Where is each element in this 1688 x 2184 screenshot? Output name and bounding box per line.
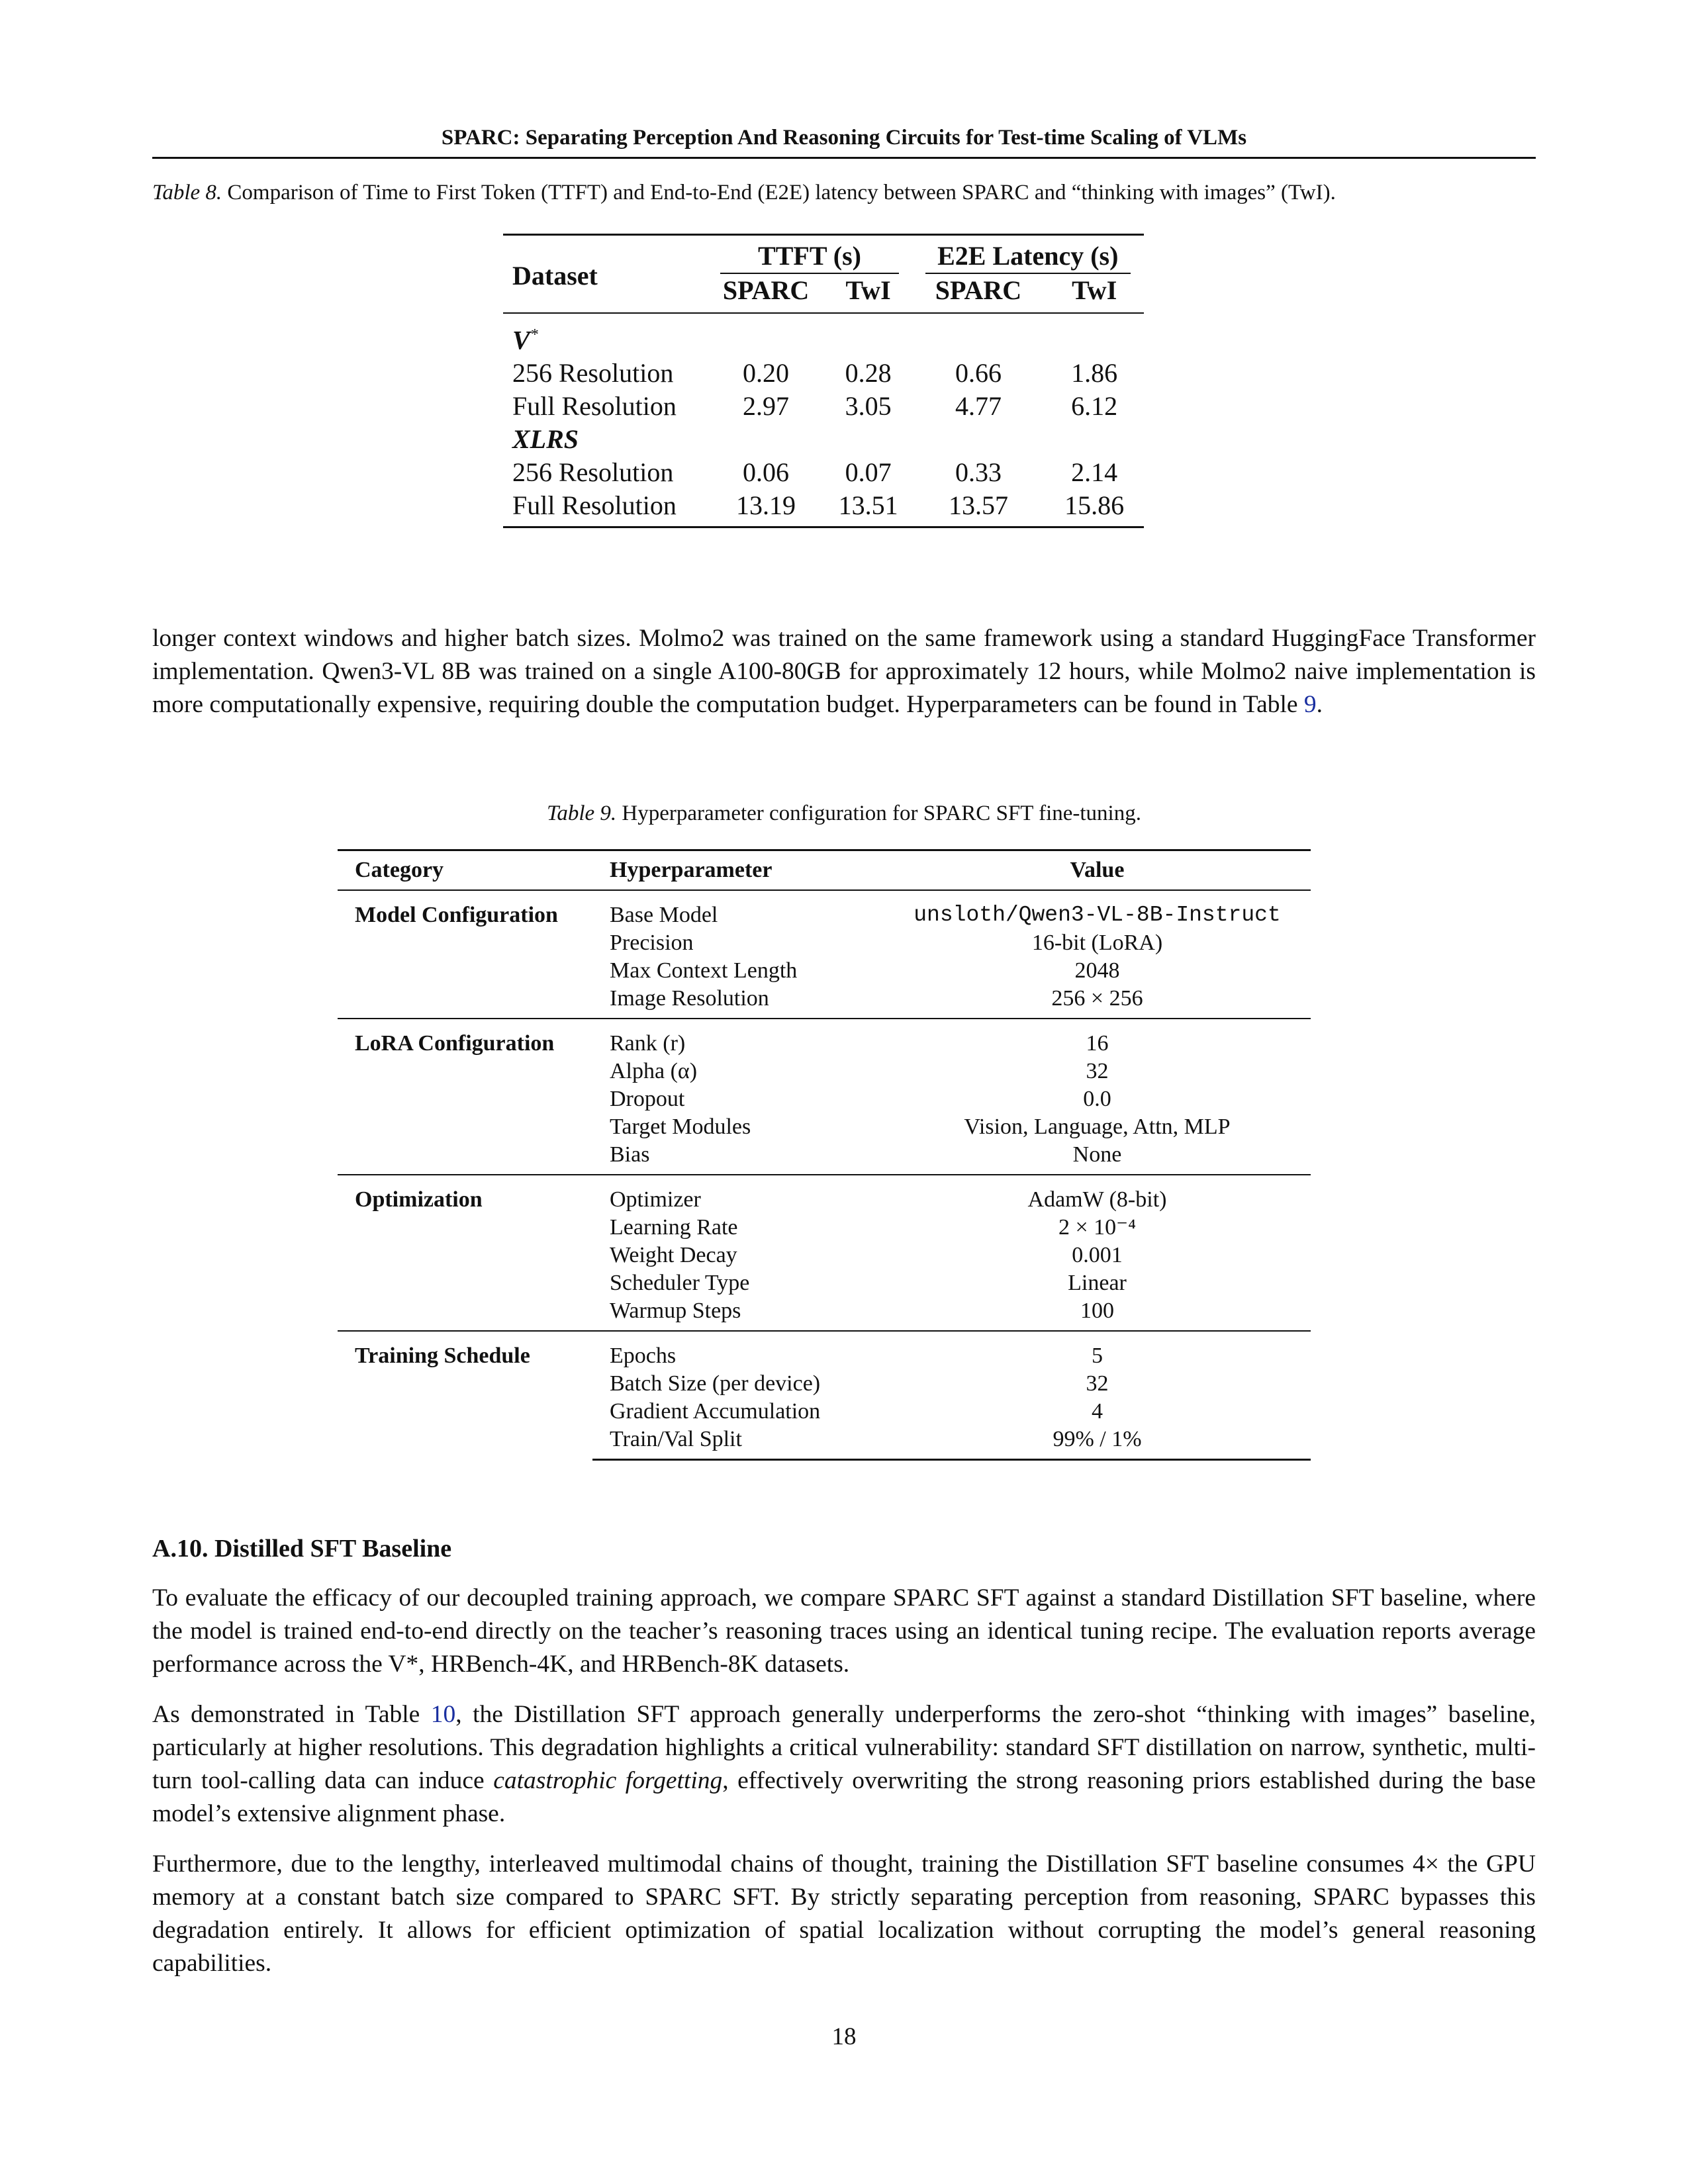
table8-subheader: TwI (1072, 275, 1117, 305)
table8-header-ttft-label: TTFT (s) (720, 240, 898, 274)
table8-cell: 0.06 (743, 457, 790, 488)
table9-value: None (1072, 1142, 1122, 1167)
table-ref-link[interactable]: 9 (1303, 691, 1317, 718)
table8-subheader: SPARC (935, 275, 1022, 305)
table8-group-v-star: V* (512, 325, 538, 355)
table9-value: 32 (1086, 1059, 1109, 1083)
table9-param: Target Modules (610, 1115, 751, 1139)
table8-cell: 13.57 (948, 490, 1008, 521)
table8-cell: 0.20 (743, 358, 790, 388)
table9-param: Optimizer (592, 1175, 884, 1214)
table9-param: Rank (r) (592, 1019, 884, 1058)
table9-param: Base Model (592, 890, 884, 929)
table8 (503, 234, 1144, 528)
table9-value: 16 (884, 1019, 1311, 1058)
paragraph-text: As demonstrated in Table (152, 1701, 431, 1728)
table9-value: 16-bit (LoRA) (1031, 931, 1163, 955)
table9-param: Max Context Length (610, 958, 798, 983)
table8-group-xlrs: XLRS (512, 424, 579, 455)
table-ref-link[interactable]: 10 (430, 1701, 456, 1728)
body-paragraph (152, 1698, 1536, 1831)
table8-row-label: Full Resolution (512, 490, 677, 521)
body-paragraph (152, 622, 1536, 721)
table8-header-ttft (707, 235, 912, 275)
table9-category: Optimization (338, 1175, 592, 1331)
table9-category: LoRA Configuration (338, 1019, 592, 1175)
table-row (338, 1175, 1311, 1214)
table9-param: Warmup Steps (610, 1298, 741, 1323)
table-row (503, 357, 1144, 390)
table9-value: 256 × 256 (1051, 986, 1143, 1011)
table9-value: 5 (884, 1331, 1311, 1370)
paragraph-text: longer context windows and higher batch sizes. Molmo2 was trained on the same framework using a standard HuggingFace Transformer implementation. Qwen3-VL 8B was trained on a single A100-80GB for approximately 12 hours, while Molmo2 naive implementation is more computationally expensive, requiring double the computation budget. Hyperparameters can be found in Table (152, 625, 1536, 718)
table8-cell: 4.77 (955, 391, 1002, 422)
header-rule (152, 157, 1536, 159)
table9-param: Weight Decay (610, 1243, 737, 1267)
page-number: 18 (831, 2023, 857, 2050)
table9-value: 99% / 1% (884, 1426, 1311, 1460)
table8-header-e2e (912, 235, 1144, 275)
section-heading: A.10. Distilled SFT Baseline (152, 1535, 452, 1563)
table9 (338, 849, 1311, 1461)
table-row (503, 456, 1144, 489)
table8-subheader: TwI (845, 275, 891, 305)
table-row (338, 1019, 1311, 1058)
table9-value: Linear (1068, 1271, 1127, 1295)
table8-cell: 15.86 (1064, 490, 1125, 521)
table8-row-label: Full Resolution (512, 391, 677, 422)
table8-cell: 0.66 (955, 358, 1002, 388)
table9-param: Gradient Accumulation (610, 1399, 821, 1424)
table9-value: 2048 (1074, 958, 1120, 983)
body-paragraph: Furthermore, due to the lengthy, interleaved multimodal chains of thought, training the Distillation SFT baseline consumes 4× the GPU memory at a constant batch size compared to SPARC SFT. By strictly separating perception from reasoning, SPARC bypasses this degradation entirely. It allows for efficient optimization of spatial localization without corrupting the model’s general reasoning capabilities. (152, 1850, 1536, 1977)
table9-param: Image Resolution (610, 986, 769, 1011)
paragraph-text: , the Distillation SFT approach generally underperforms the zero-shot “thinking with images” baseline, particularly at higher resolutions. This degradation highlights a critical vulnerability: standard SFT distillation on narrow, synthetic, multi-turn tool-calling data can induce (152, 1701, 1536, 1794)
table8-caption-text: Comparison of Time to First Token (TTFT) and End-to-End (E2E) latency between SPARC and “thinking with images” (TwI). (227, 181, 1336, 205)
table9-category: Model Configuration (338, 890, 592, 1019)
table9-value: Vision, Language, Attn, MLP (964, 1115, 1231, 1139)
table9-value: unsloth/Qwen3-VL-8B-Instruct (884, 890, 1311, 929)
table9-param: Batch Size (per device) (610, 1371, 821, 1396)
table8-cell: 3.05 (845, 391, 892, 422)
table9-value: 2 × 10⁻⁴ (1058, 1215, 1136, 1240)
table8-cell: 0.07 (845, 457, 892, 488)
paragraph-text: . (1316, 691, 1323, 718)
table9-param: Dropout (610, 1087, 685, 1111)
table9-value: 100 (1080, 1298, 1114, 1323)
table8-cell: 2.97 (743, 391, 790, 422)
table9-param: Epochs (592, 1331, 884, 1370)
table8-cell: 6.12 (1071, 391, 1118, 422)
table9-value: AdamW (8-bit) (884, 1175, 1311, 1214)
table9-value: 0.0 (1083, 1087, 1111, 1111)
table8-header-e2e-label: E2E Latency (s) (925, 240, 1131, 274)
table9-param: Precision (610, 931, 694, 955)
running-head: SPARC: Separating Perception And Reasoning Circuits for Test-time Scaling of VLMs (441, 126, 1247, 150)
table8-cell: 13.51 (838, 490, 898, 521)
paragraph-text: , effectively overwriting the strong reasoning priors established during the base model’s extensive alignment phase. (152, 1767, 1536, 1827)
table9-param: Train/Val Split (592, 1426, 884, 1460)
table8-row-label: 256 Resolution (512, 457, 674, 488)
table9-param: Bias (610, 1142, 650, 1167)
table8-cell: 0.33 (955, 457, 1002, 488)
table-row (503, 489, 1144, 527)
table8-cell: 0.28 (845, 358, 892, 388)
table9-header-category: Category (338, 850, 592, 891)
table9-header-hyperparameter: Hyperparameter (592, 850, 884, 891)
table9-param: Learning Rate (610, 1215, 738, 1240)
body-paragraph: To evaluate the efficacy of our decoupled training approach, we compare SPARC SFT against a standard Distillation SFT baseline, where the model is trained end-to-end directly on the teacher’s reasoning traces using an identical tuning recipe. The evaluation reports average performance across the V*, HRBench-4K, and HRBench-8K datasets. (152, 1584, 1536, 1678)
table9-header-value: Value (884, 850, 1311, 891)
table-row (503, 390, 1144, 423)
table9-value: 4 (1092, 1399, 1103, 1424)
table8-label: Table 8. (152, 181, 222, 205)
table9-caption (0, 799, 1688, 827)
table9-value: 32 (1086, 1371, 1109, 1396)
table9-label: Table 9. (547, 801, 617, 825)
table8-subheader: SPARC (722, 275, 810, 305)
table9-category: Training Schedule (338, 1331, 592, 1460)
table8-cell: 1.86 (1071, 358, 1118, 388)
table9-caption-text: Hyperparameter configuration for SPARC SFT fine-tuning. (622, 801, 1141, 825)
table8-cell: 2.14 (1071, 457, 1118, 488)
table-row (338, 1331, 1311, 1370)
table8-header-dataset: Dataset (512, 261, 598, 291)
emphasis-text: catastrophic forgetting (493, 1767, 723, 1794)
table-row (338, 890, 1311, 929)
table9-param: Scheduler Type (610, 1271, 750, 1295)
table9-value: 0.001 (1072, 1243, 1123, 1267)
table8-row-label: 256 Resolution (512, 358, 674, 388)
table8-cell: 13.19 (736, 490, 796, 521)
table8-caption (152, 179, 1336, 206)
table9-param: Alpha (α) (610, 1059, 698, 1083)
